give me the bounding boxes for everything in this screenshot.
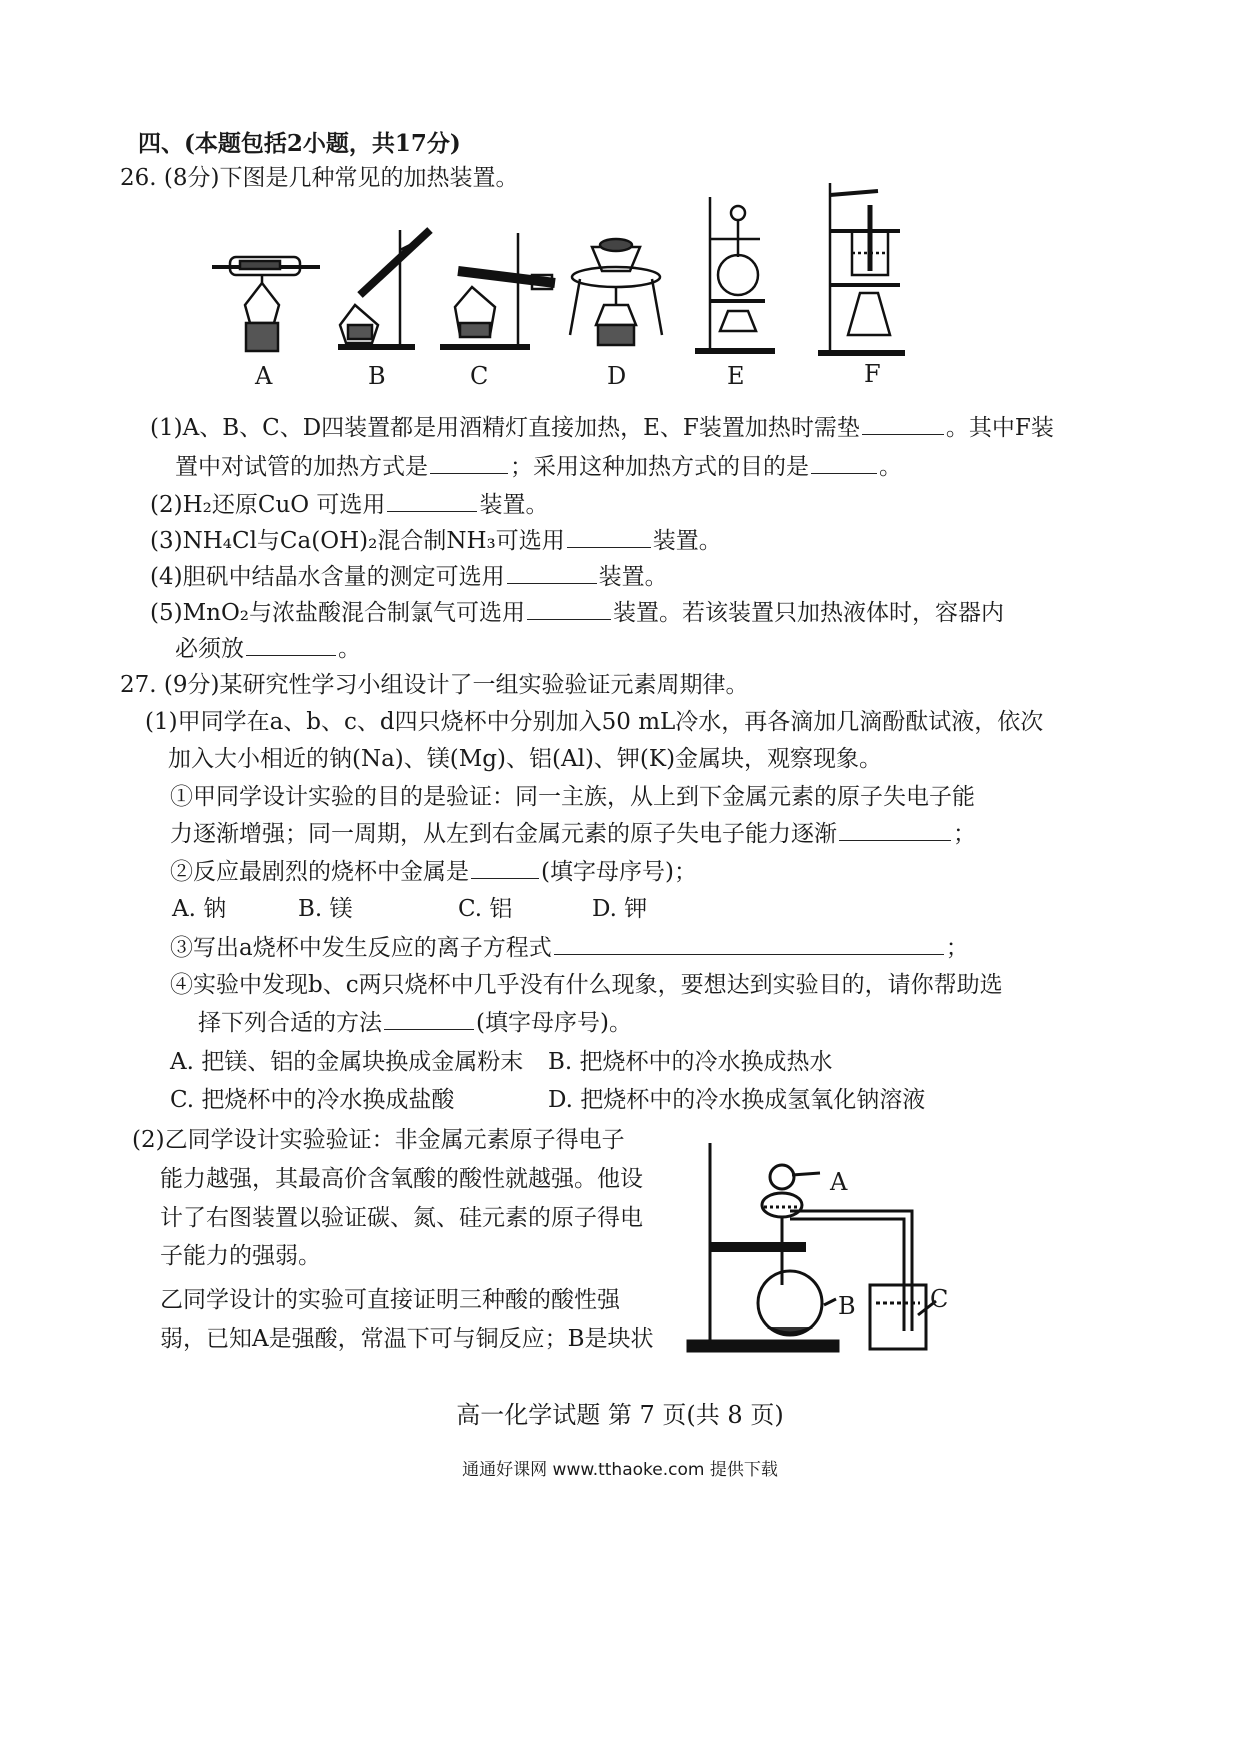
diagram-label-c: C: [930, 1285, 949, 1313]
apparatus-e: [695, 197, 775, 351]
q27-part2-line1: (2)乙同学设计实验验证：非金属元素原子得电子: [132, 1127, 625, 1153]
answer-blank[interactable]: [811, 451, 877, 474]
q27-s1-text: 力逐渐增强；同一周期，从左到右金属元素的原子失电子能力逐渐: [170, 821, 837, 847]
q26-p4-text-b: 装置。: [598, 564, 668, 590]
q27-s4-option-a: A. 把镁、铝的金属块换成金属粉末: [170, 1049, 524, 1075]
apparatus-f: [818, 183, 905, 353]
q26-p1-text-c: 置中对试管的加热方式是: [175, 454, 428, 480]
q26-p5-text-c: 必须放: [175, 636, 244, 662]
q27-part2-line6: 弱，已知A是强酸，常温下可与铜反应；B是块状: [160, 1326, 654, 1352]
q26-p3-text-a: (3)NH₄Cl与Ca(OH)₂混合制NH₃可选用: [150, 528, 565, 554]
q26-part4: [150, 561, 668, 593]
answer-blank[interactable]: [387, 489, 477, 512]
apparatus-b: [338, 230, 430, 347]
answer-blank[interactable]: [839, 818, 951, 841]
answer-blank[interactable]: [507, 561, 597, 584]
q27-s4-option-b: B. 把烧杯中的冷水换成热水: [548, 1049, 833, 1075]
q27-s4-option-c: C. 把烧杯中的冷水换成盐酸: [170, 1087, 455, 1113]
q26-p2-text-b: 装置。: [479, 492, 549, 518]
apparatus-label-a: A: [255, 362, 273, 390]
q27-intro: 27. (9分)某研究性学习小组设计了一组实验验证元素周期律。: [120, 672, 749, 698]
apparatus-d: [570, 239, 662, 345]
q26-p2-text-a: (2)H₂还原CuO 可选用: [150, 492, 386, 518]
q26-intro: 26. (8分)下图是几种常见的加热装置。: [120, 165, 519, 191]
q27-sub4-line1: ④实验中发现b、c两只烧杯中几乎没有什么现象，要想达到实验目的，请你帮助选: [170, 972, 1003, 998]
q27-sub1-line1: ①甲同学设计实验的目的是验证：同一主族，从上到下金属元素的原子失电子能: [170, 784, 975, 810]
q27-s3-text: ③写出a烧杯中发生反应的离子方程式: [170, 935, 552, 961]
q26-part5-line1: [150, 597, 1004, 629]
q27-s1-end: ；: [953, 821, 976, 847]
section-header: 四、(本题包括2小题，共17分): [138, 130, 461, 157]
q27-s4-text-b: (填字母序号)。: [476, 1010, 632, 1036]
q27-s2-option-b: B. 镁: [298, 896, 353, 922]
apparatus-c: [440, 233, 555, 347]
q27-sub4-line2: [198, 1007, 632, 1039]
apparatus-label-c: C: [470, 362, 489, 390]
answer-blank[interactable]: [246, 633, 336, 656]
q27-s2-text-b: (填字母序号)；: [541, 859, 697, 885]
answer-blank[interactable]: [430, 451, 508, 474]
answer-blank[interactable]: [471, 856, 539, 879]
q27-part2-line4: 子能力的强弱。: [160, 1243, 321, 1269]
q26-part2: [150, 489, 548, 521]
diagram-label-b: B: [838, 1292, 856, 1320]
apparatus-label-d: D: [607, 362, 627, 390]
answer-blank[interactable]: [384, 1007, 474, 1030]
q27-sub3: [170, 932, 969, 964]
q26-p3-text-b: 装置。: [652, 528, 722, 554]
q27-s4-text-a: 择下列合适的方法: [198, 1010, 382, 1036]
q26-part3: [150, 525, 722, 557]
q27-part1-line1: (1)甲同学在a、b、c、d四只烧杯中分别加入50 mL冷水，再各滴加几滴酚酞试液，依次: [145, 709, 1044, 735]
q27-s2-text-a: ②反应最剧烈的烧杯中金属是: [170, 859, 469, 885]
apparatus-label-f: F: [864, 360, 881, 388]
q26-p1-text-b: 。其中F装: [945, 415, 1054, 441]
q27-sub2: [170, 856, 697, 888]
answer-blank[interactable]: [862, 412, 944, 435]
heating-apparatus-figure: [200, 175, 1020, 365]
q27-s3-end: ；: [945, 935, 969, 961]
q27-part2-line2: 能力越强，其最高价含氧酸的酸性就越强。他设: [160, 1166, 643, 1192]
answer-blank[interactable]: [527, 597, 611, 620]
q27-part2-line3: 计了右图装置以验证碳、氮、硅元素的原子得电: [160, 1205, 643, 1231]
q27-part1-line2: 加入大小相近的钠(Na)、镁(Mg)、铝(Al)、钾(K)金属块，观察现象。: [168, 746, 883, 772]
q26-p5-text-a: (5)MnO₂与浓盐酸混合制氯气可选用: [150, 600, 526, 626]
page-footer: 高一化学试题 第 7 页(共 8 页): [456, 1401, 784, 1429]
q26-part1-line1: [150, 412, 1054, 444]
q27-part2-line5: 乙同学设计的实验可直接证明三种酸的酸性强: [160, 1287, 620, 1313]
q27-s2-option-a: A. 钠: [172, 896, 227, 922]
q27-sub1-line2: [170, 818, 976, 850]
answer-blank[interactable]: [567, 525, 651, 548]
q26-p4-text-a: (4)胆矾中结晶水含量的测定可选用: [150, 564, 505, 590]
diagram-label-a: A: [830, 1168, 848, 1196]
q27-s2-option-c: C. 铝: [458, 896, 513, 922]
apparatus-label-e: E: [727, 362, 745, 390]
q27-s2-option-d: D. 钾: [592, 896, 648, 922]
acid-strength-apparatus-diagram: [680, 1135, 960, 1365]
q26-p1-text-d: ；采用这种加热方式的目的是: [510, 454, 809, 480]
q26-p5-text-d: 。: [338, 636, 361, 662]
apparatus-label-b: B: [368, 362, 386, 390]
download-credit: 通通好课网 www.tthaoke.com 提供下载: [462, 1460, 778, 1480]
q26-p5-text-b: 装置。若该装置只加热液体时，容器内: [613, 600, 1005, 626]
q26-part1-line2: [175, 451, 902, 483]
answer-blank[interactable]: [554, 932, 944, 955]
q26-p1-text-e: 。: [879, 454, 902, 480]
q26-p1-text-a: (1)A、B、C、D四装置都是用酒精灯直接加热，E、F装置加热时需垫: [150, 415, 860, 441]
apparatus-a: [212, 257, 320, 351]
q27-s4-option-d: D. 把烧杯中的冷水换成氢氧化钠溶液: [548, 1087, 926, 1113]
q26-part5-line2: [175, 633, 361, 665]
